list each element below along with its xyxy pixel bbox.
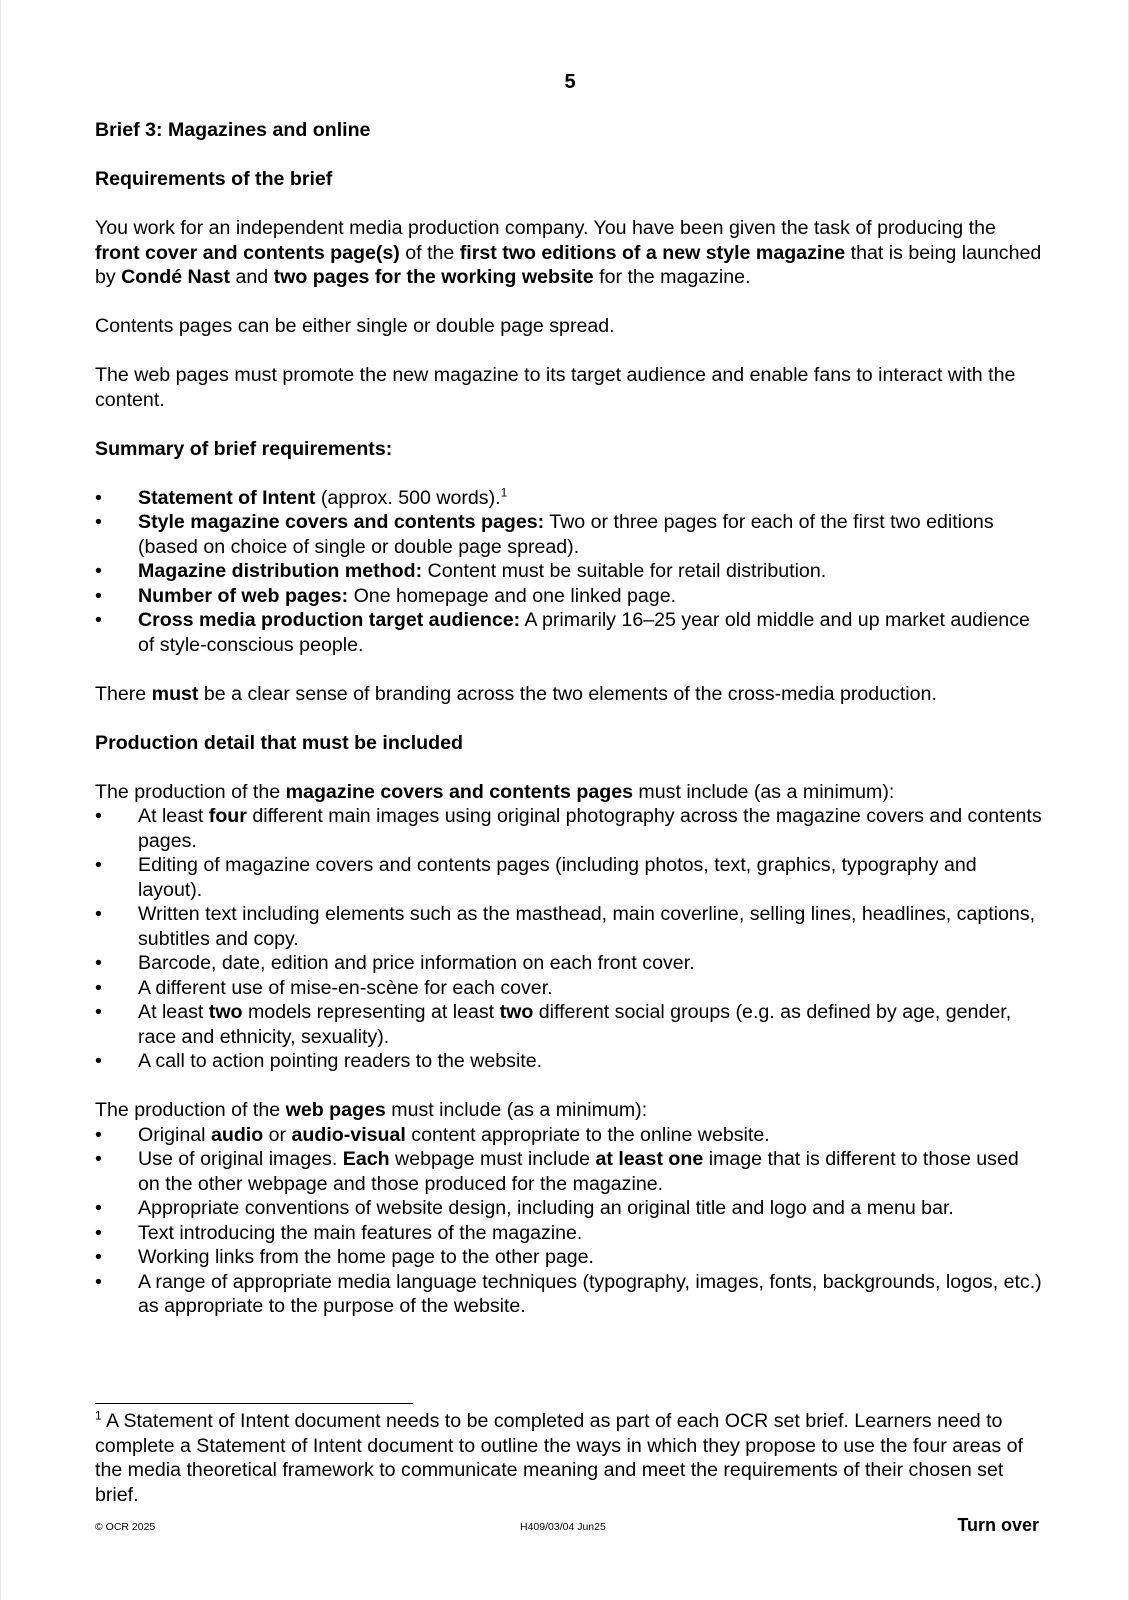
list-item: • At least four different main images using original photography across the magazine covers and contents pages.: [95, 804, 1045, 853]
list-item: • Magazine distribution method: Content must be suitable for retail distribution.: [95, 559, 1045, 584]
list-item: • Written text including elements such as the masthead, main coverline, selling lines, headlines, captions, subtitles and copy.: [95, 902, 1045, 951]
list-item: • Original audio or audio-visual content appropriate to the online website.: [95, 1123, 1045, 1148]
list-item: • Style magazine covers and contents pages: Two or three pages for each of the first two editions (based on choice of single or double page spread).: [95, 510, 1045, 559]
copyright: © OCR 2025: [95, 1521, 156, 1533]
footnote-divider: [95, 1403, 413, 1404]
list-item: • Cross media production target audience: A primarily 16–25 year old middle and up market audience of style-conscious people.: [95, 608, 1045, 657]
summary-heading: Summary of brief requirements:: [95, 437, 393, 460]
list-item: • Text introducing the main features of the magazine.: [95, 1221, 1045, 1246]
footnote: [95, 1409, 1050, 1507]
list-item: • Editing of magazine covers and contents pages (including photos, text, graphics, typography and layout).: [95, 853, 1045, 902]
production-heading: Production detail that must be included: [95, 731, 463, 754]
list-item: • At least two models representing at least two different social groups (e.g. as defined by age, gender, race and ethnicity, sexuality).: [95, 1000, 1045, 1049]
list-item: • Number of web pages: One homepage and one linked page.: [95, 584, 1045, 609]
footnote-text: A Statement of Intent document needs to be completed as part of each OCR set brief. Learners need to complete a Statement of Intent document to outline the ways in which they propose to use the four areas of the media theoretical framework to communicate meaning and meet the requirements of their chosen set brief.: [95, 1410, 1023, 1506]
list-item: • Working links from the home page to the other page.: [95, 1245, 1045, 1270]
footnote-marker[interactable]: 1: [500, 484, 508, 499]
magazine-intro: The production of the magazine covers and contents pages must include (as a minimum):: [95, 780, 895, 803]
turn-over-label: Turn over: [957, 1515, 1039, 1535]
page-footer: [95, 1515, 1039, 1539]
branding-paragraph: There must be a clear sense of branding across the two elements of the cross-media production.: [95, 682, 937, 705]
list-item: • Appropriate conventions of website design, including an original title and logo and a menu bar.: [95, 1196, 1045, 1221]
page-number: 5: [564, 71, 576, 93]
contents-pages-paragraph: Contents pages can be either single or double page spread.: [95, 315, 615, 337]
paper-code: H409/03/04 Jun25: [520, 1521, 606, 1533]
list-item: • A different use of mise-en-scène for each cover.: [95, 976, 1045, 1001]
requirements-paragraph: You work for an independent media production company. You have been given the task of producing the front cover and contents page(s) of the first two editions of a new style magazine that is being launched by Condé Nast and two pages for the working website for the magazine.: [95, 217, 1042, 288]
list-item: • A range of appropriate media language techniques (typography, images, fonts, backgrounds, logos, etc.) as appropriate to the purpose of the website.: [95, 1270, 1045, 1319]
summary-list: [95, 486, 1045, 658]
magazine-requirements-list: [95, 804, 1045, 1074]
web-intro: The production of the web pages must include (as a minimum):: [95, 1099, 648, 1121]
footnote-number: 1: [95, 1408, 102, 1423]
web-pages-paragraph: The web pages must promote the new magazine to its target audience and enable fans to interact with the content.: [95, 364, 1016, 411]
list-item: • Use of original images. Each webpage must include at least one image that is different to those used on the other webpage and those produced for the magazine.: [95, 1147, 1045, 1196]
web-requirements-list: [95, 1123, 1045, 1319]
brief-title: Brief 3: Magazines and online: [95, 119, 371, 141]
list-item: • Barcode, date, edition and price information on each front cover.: [95, 951, 1045, 976]
list-item: • Statement of Intent (approx. 500 words).$^1$: [95, 486, 1045, 511]
page-content: [95, 70, 1045, 1343]
requirements-heading: Requirements of the brief: [95, 168, 333, 190]
list-item: • A call to action pointing readers to the website.: [95, 1049, 1045, 1074]
